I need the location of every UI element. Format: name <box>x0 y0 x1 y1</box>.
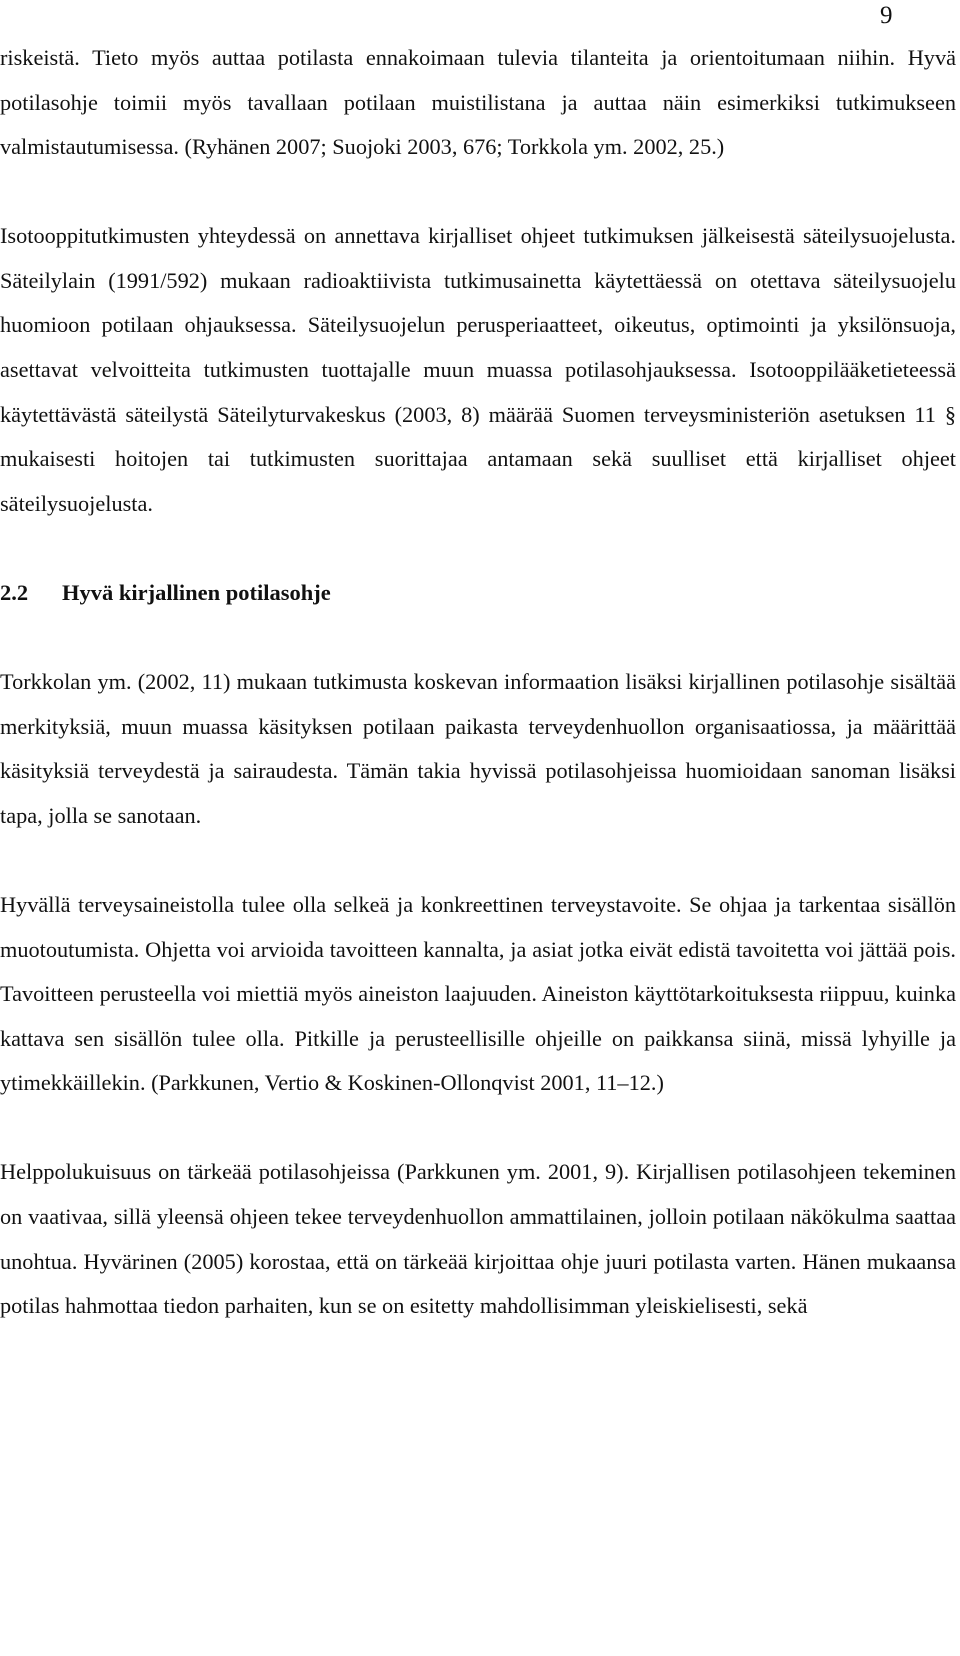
paragraph-patient-guidance: riskeistä. Tieto myös auttaa potilasta ennakoimaan tulevia tilanteita ja orientoitumaan niihin. Hyvä potilasohje toimii myös tavallaan potilaan muistilistana ja auttaa näin esimerkiksi tutkimukseen valmistautumisessa. (Ryhänen 2007; Suojoki 2003, 676; Torkkola ym. 2002, 25.) <box>0 45 956 160</box>
paragraph-readability: Helppolukuisuus on tärkeää potilasohjeissa (Parkkunen ym. 2001, 9). Kirjallisen potilasohjeen tekeminen on vaativaa, sillä yleensä ohjeen tekee terveydenhuollon ammattilainen, jolloin potilaan näkökulma saattaa unohtua. Hyvärinen (2005) korostaa, että on tärkeää kirjoittaa ohje juuri potilasta varten. Hänen mukaansa potilas hahmottaa tiedon parhaiten, kun se on esitetty mahdollisimman yleiskielisesti, sekä <box>0 1159 956 1319</box>
section-number: 2.2 <box>0 579 29 605</box>
section-heading <box>0 571 956 616</box>
section-title: Hyvä kirjallinen potilasohje <box>62 579 331 605</box>
document-page <box>0 36 956 1329</box>
paragraph-torkkola: Torkkolan ym. (2002, 11) mukaan tutkimusta koskevan informaation lisäksi kirjallinen potilasohje sisältää merkityksiä, muun muassa käsityksen potilaan paikasta terveydenhuollon organisaatiossa, ja määrittää käsityksiä terveydestä ja sairaudesta. Tämän takia hyvissä potilasohjeissa huomioidaan sanoman lisäksi tapa, jolla se sanotaan. <box>0 669 956 828</box>
page-number: 9 <box>880 2 893 29</box>
paragraph-radiation-protection: Isotooppitutkimusten yhteydessä on annettava kirjalliset ohjeet tutkimuksen jälkeisestä säteilysuojelusta. Säteilylain (1991/592) mukaan radioaktiivista tutkimusainetta käytettäessä on otettava säteilysuojelu huomioon potilaan ohjauksessa. Säteilysuojelun perusperiaatteet, oikeutus, optimointi ja yksilönsuoja, asettavat velvoitteita tutkimusten tuottajalle muun muassa potilasohjauksessa. Isotooppilääketieteessä käytettävästä säteilystä Säteilyturvakeskus (2003, 8) määrää Suomen terveysministeriön asetuksen 11 § mukaisesti hoitojen tai tutkimusten suorittajaa antamaan sekä suulliset että kirjalliset ohjeet säteilysuojelusta. <box>0 223 956 516</box>
paragraph-health-material: Hyvällä terveysaineistolla tulee olla selkeä ja konkreettinen terveystavoite. Se ohjaa ja tarkentaa sisällön muotoutumista. Ohjetta voi arvioida tavoitteen kannalta, ja asiat jotka eivät edistä tavoitetta voi jättää pois. Tavoitteen perusteella voi miettiä myös aineiston laajuuden. Aineiston käyttötarkoituksesta riippuu, kuinka kattava sen sisällön tulee olla. Pitkille ja perusteellisille ohjeille on paikkansa siinä, missä lyhyille ja ytimekkäillekin. (Parkkunen, Vertio & Koskinen-Ollonqvist 2001, 11–12.) <box>0 891 956 1096</box>
